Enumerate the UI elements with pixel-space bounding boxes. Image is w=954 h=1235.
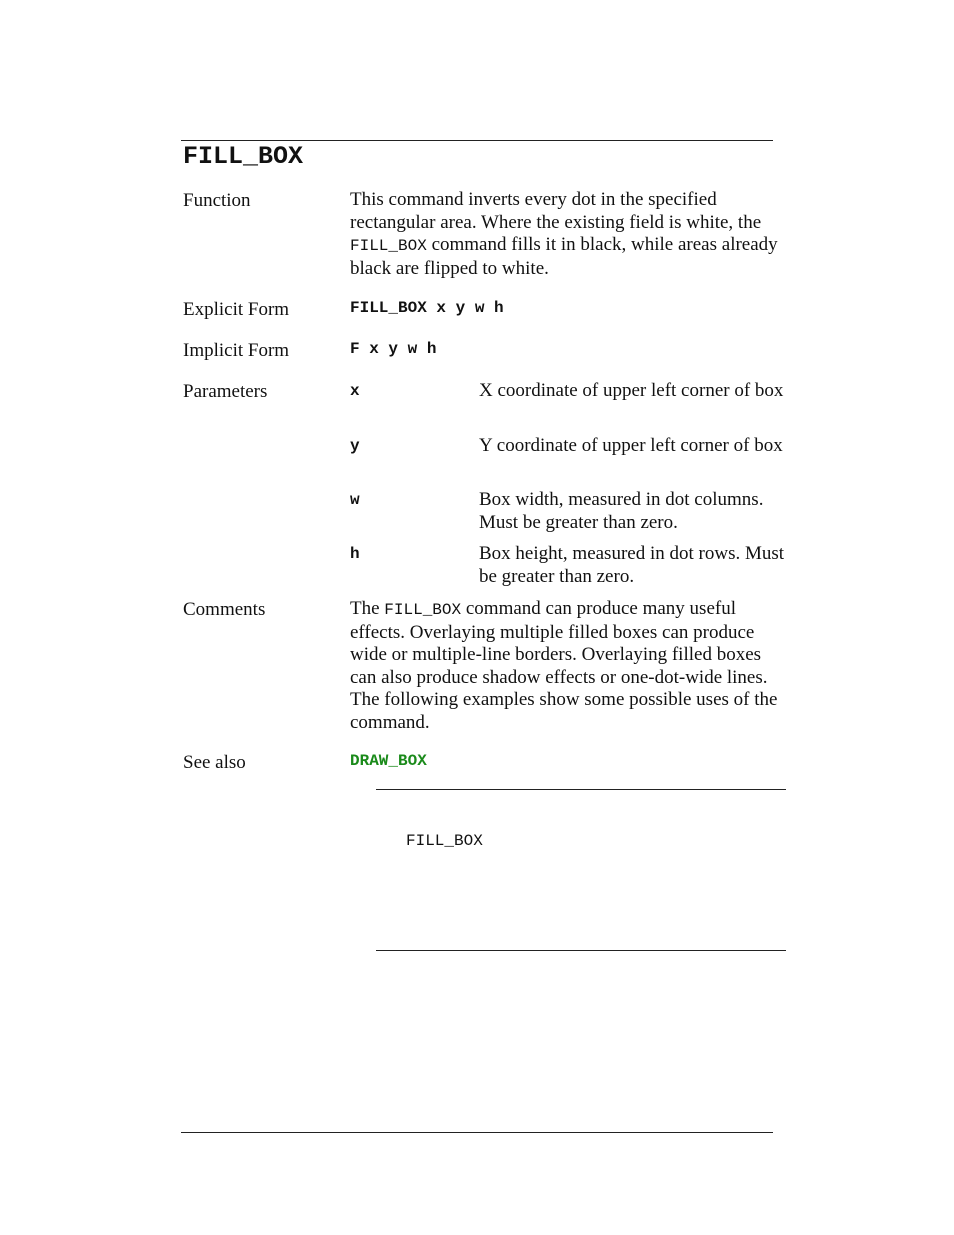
see-also-label: See also bbox=[183, 752, 246, 773]
param-name-y: y bbox=[350, 437, 360, 455]
comments-text-part-1: The bbox=[350, 598, 385, 619]
example-rule-top bbox=[376, 789, 786, 790]
top-rule bbox=[181, 140, 773, 141]
param-name-w: w bbox=[350, 491, 360, 509]
param-name-x: x bbox=[350, 382, 360, 400]
bottom-rule bbox=[181, 1132, 773, 1133]
implicit-form-label: Implicit Form bbox=[183, 340, 290, 361]
example-label: FILL_BOX bbox=[406, 832, 483, 850]
comments-inline-code: FILL_BOX bbox=[384, 601, 462, 619]
implicit-form-value: F x y w h bbox=[350, 340, 437, 358]
param-desc-w: Box width, measured in dot columns. Must be greater than zero. bbox=[479, 489, 764, 533]
parameters-label: Parameters bbox=[183, 381, 268, 402]
function-text-part-2: command fills it in black, while areas already black are flipped to white. bbox=[350, 234, 778, 279]
param-desc-y: Y coordinate of upper left corner of box bbox=[479, 435, 783, 456]
param-desc-x: X coordinate of upper left corner of box bbox=[479, 380, 784, 401]
page-title: FILL_BOX bbox=[183, 142, 304, 171]
function-label: Function bbox=[183, 190, 251, 211]
param-name-h: h bbox=[350, 545, 360, 563]
function-inline-code: FILL_BOX bbox=[350, 237, 427, 256]
comments-text bbox=[350, 598, 790, 735]
comments-text-part-2: command can produce many useful effects. Overlaying multiple filled boxes can produce wide or multiple-line borders. Overlaying filled boxes can also produce shadow effects or one-dot-wide lines. The following examples show some possible uses of the command. bbox=[350, 598, 778, 733]
comments-label: Comments bbox=[183, 599, 266, 620]
example-rule-bottom bbox=[376, 950, 786, 951]
explicit-form-label: Explicit Form bbox=[183, 299, 290, 320]
see-also-link-draw-box[interactable]: DRAW_BOX bbox=[350, 752, 427, 770]
explicit-form-value: FILL_BOX x y w h bbox=[350, 299, 504, 317]
function-text bbox=[350, 189, 790, 280]
function-text-part-1: This command inverts every dot in the specified rectangular area. Where the existing field is white, the bbox=[350, 189, 762, 233]
param-desc-h: Box height, measured in dot rows. Must be greater than zero. bbox=[479, 543, 785, 587]
